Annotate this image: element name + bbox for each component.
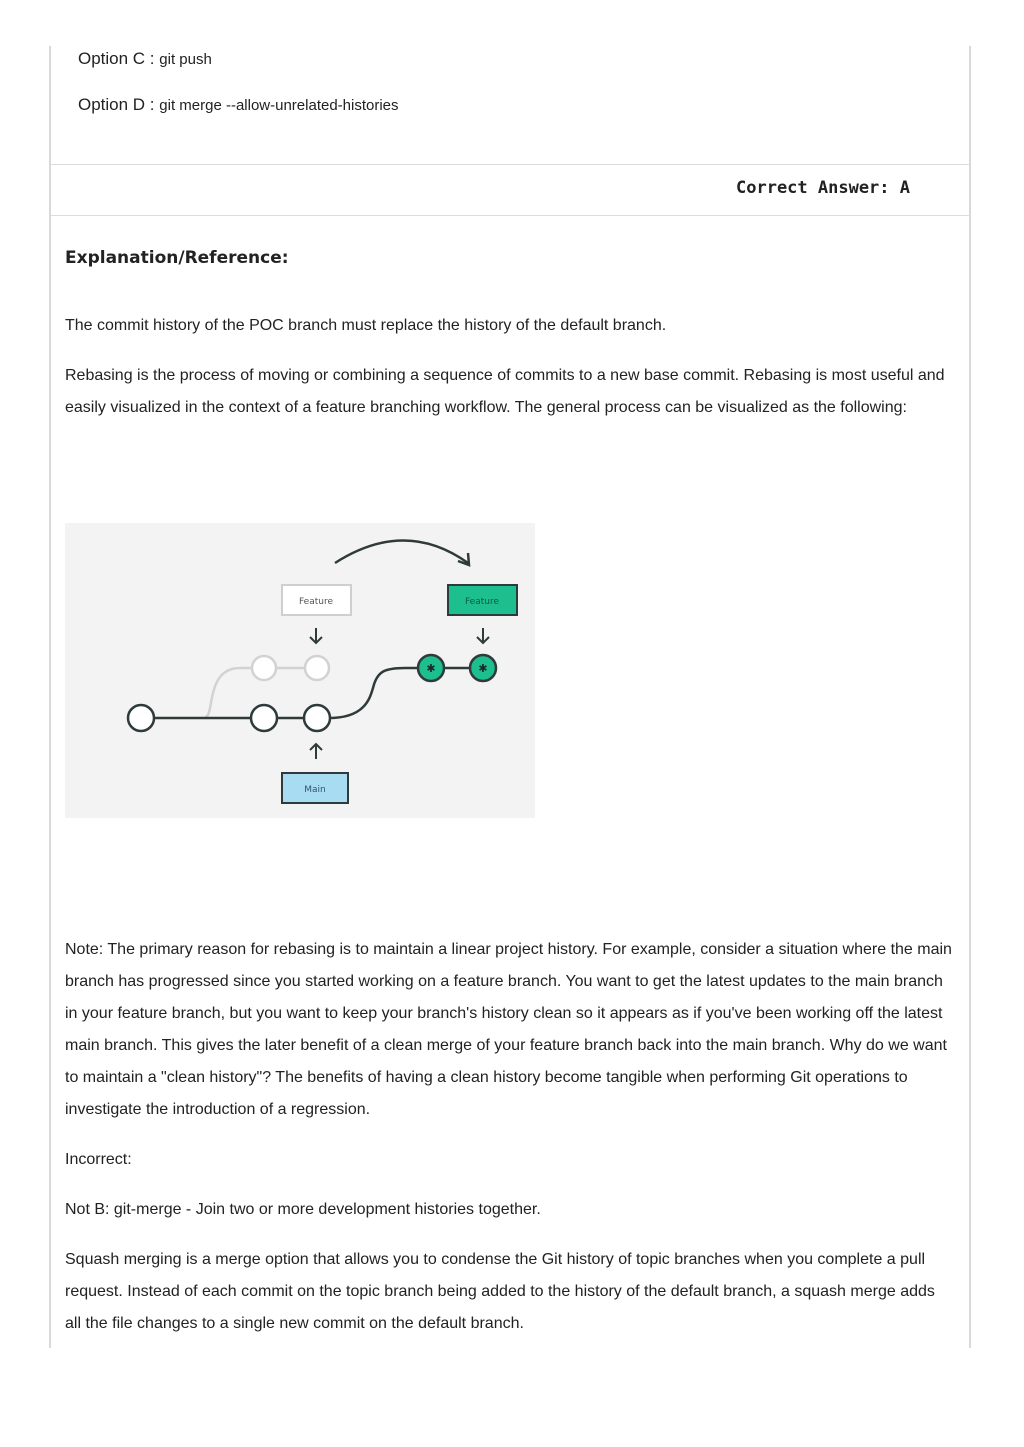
paragraph-rebasing: Rebasing is the process of moving or combining a sequence of commits to a new base commit. Rebasing is most useful and easily visualized in the context of a feature branching workflow. The general process can be visualized as the following:: [65, 367, 945, 416]
explanation-heading: Explanation/Reference:: [65, 248, 289, 268]
paragraph-not-b: Not B: git-merge - Join two or more development histories together.: [65, 1201, 541, 1218]
paragraph-note: Note: The primary reason for rebasing is to maintain a linear project history. For example, consider a situation where the main branch has progressed since you started working on a feature branch. You want to get the latest updates to the main branch in your feature branch, but you want to keep your branch's history clean so it appears as if you've been working off the latest main branch. This gives the later benefit of a clean merge of your feature branch back into the main branch. Why do we want to maintain a "clean history"? The benefits of having a clean history become tangible when performing Git operations to investigate the introduction of a regression.: [65, 941, 952, 1118]
old-feature-commit-2: [305, 656, 329, 680]
new-feature-pointer-arrow: [477, 628, 489, 643]
old-feature-commit-1: [252, 656, 276, 680]
paragraph-summary: The commit history of the POC branch must replace the history of the default branch.: [65, 317, 667, 334]
main-label: Main: [304, 785, 326, 795]
new-feature-label: Feature: [464, 597, 500, 607]
option-c-text: git push: [159, 51, 212, 68]
old-feature-label: Feature: [298, 597, 334, 607]
rebased-commit-1-star: ✱: [426, 663, 436, 675]
option-d-text: git merge --allow-unrelated-histories: [159, 97, 399, 114]
correct-answer: Correct Answer: A: [736, 178, 910, 198]
main-commit-2: [304, 705, 330, 731]
option-d: [78, 95, 399, 115]
base-commit: [128, 705, 154, 731]
rebased-branch-line: [329, 668, 419, 718]
rebased-commit-2-star: ✱: [478, 663, 488, 675]
option-c: [78, 49, 212, 69]
old-feature-pointer-arrow: [310, 628, 322, 643]
rebase-diagram: [65, 523, 535, 818]
paragraph-incorrect: Incorrect:: [65, 1151, 132, 1168]
main-commit-1: [251, 705, 277, 731]
divider-top: [51, 164, 971, 165]
option-c-label: Option C :: [78, 49, 160, 68]
main-pointer-arrow: [310, 744, 322, 759]
divider-bottom: [51, 215, 971, 216]
option-d-label: Option D :: [78, 95, 160, 114]
rebase-diagram-svg: [65, 523, 535, 818]
paragraph-squash: Squash merging is a merge option that allows you to condense the Git history of topic branches when you complete a pull request. Instead of each commit on the topic branch being added to the history of the default branch, a squash merge adds all the file changes to a single new commit on the default branch.: [65, 1251, 935, 1332]
rebase-move-arrow: [335, 541, 468, 564]
